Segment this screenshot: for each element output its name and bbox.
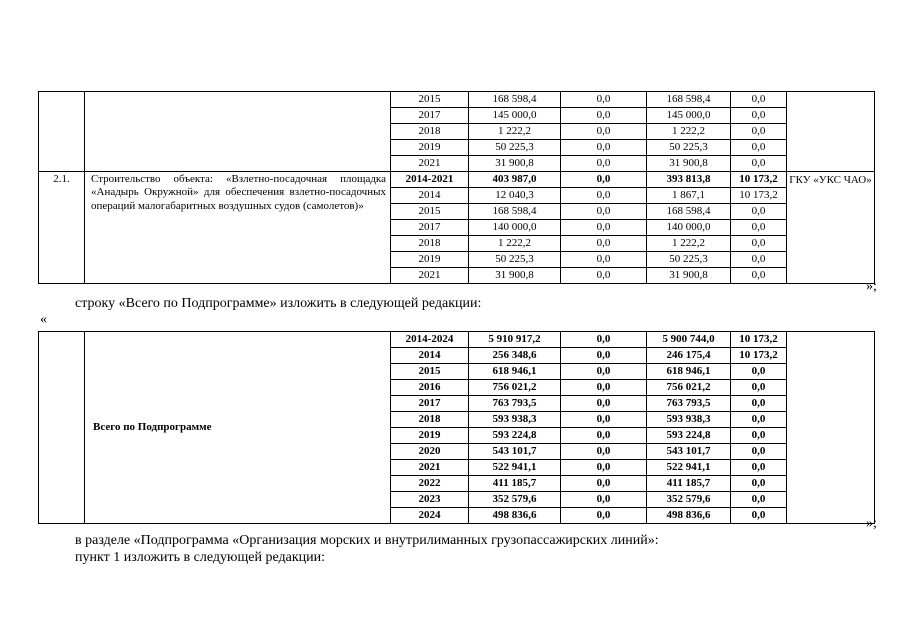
total-cell: 498 836,6: [469, 508, 561, 524]
total-cell: 50 225,3: [469, 140, 561, 156]
other-cell: 0,0: [731, 428, 787, 444]
regional-cell: 31 900,8: [647, 268, 731, 284]
regional-cell: 31 900,8: [647, 156, 731, 172]
regional-cell: 411 185,7: [647, 476, 731, 492]
regional-cell: 593 224,8: [647, 428, 731, 444]
total-cell: 522 941,1: [469, 460, 561, 476]
year-cell: 2018: [391, 412, 469, 428]
total-cell: 593 938,3: [469, 412, 561, 428]
year-cell: 2014-2021: [391, 172, 469, 188]
total-cell: 1 222,2: [469, 124, 561, 140]
regional-cell: 763 793,5: [647, 396, 731, 412]
other-cell: 10 173,2: [731, 332, 787, 348]
regional-cell: 168 598,4: [647, 204, 731, 220]
federal-cell: 0,0: [561, 140, 647, 156]
regional-cell: 756 021,2: [647, 380, 731, 396]
empty-number-cell: [39, 332, 85, 524]
instruction-text: строку «Всего по Подпрограмме» изложить в следующей редакции:: [75, 296, 482, 311]
year-cell: 2017: [391, 108, 469, 124]
total-cell: 593 224,8: [469, 428, 561, 444]
instruction-text: в разделе «Подпрограмма «Организация морских и внутрилиманных грузопассажирских линий»:: [75, 533, 659, 548]
empty-description-cell: [85, 92, 391, 172]
other-cell: 0,0: [731, 252, 787, 268]
other-cell: 0,0: [731, 476, 787, 492]
federal-cell: 0,0: [561, 332, 647, 348]
total-cell: 168 598,4: [469, 204, 561, 220]
regional-cell: 593 938,3: [647, 412, 731, 428]
empty-responsible-cell: [787, 332, 875, 524]
total-cell: 50 225,3: [469, 252, 561, 268]
instruction-text: пункт 1 изложить в следующей редакции:: [75, 550, 325, 565]
year-cell: 2019: [391, 428, 469, 444]
federal-cell: 0,0: [561, 412, 647, 428]
federal-cell: 0,0: [561, 188, 647, 204]
year-cell: 2014-2024: [391, 332, 469, 348]
other-cell: 0,0: [731, 396, 787, 412]
responsible-executor: ГКУ «УКС ЧАО»: [787, 172, 875, 284]
other-cell: 0,0: [731, 92, 787, 108]
other-cell: 10 173,2: [731, 172, 787, 188]
total-cell: 763 793,5: [469, 396, 561, 412]
other-cell: 0,0: [731, 268, 787, 284]
other-cell: 0,0: [731, 364, 787, 380]
federal-cell: 0,0: [561, 508, 647, 524]
year-cell: 2016: [391, 380, 469, 396]
year-cell: 2022: [391, 476, 469, 492]
regional-cell: 498 836,6: [647, 508, 731, 524]
closing-quote-mark: »;: [866, 279, 877, 294]
other-cell: 10 173,2: [731, 188, 787, 204]
other-cell: 0,0: [731, 508, 787, 524]
federal-cell: 0,0: [561, 124, 647, 140]
other-cell: 0,0: [731, 204, 787, 220]
year-cell: 2014: [391, 348, 469, 364]
year-cell: 2017: [391, 396, 469, 412]
subprogram-total-table: [38, 331, 875, 524]
year-cell: 2018: [391, 124, 469, 140]
year-cell: 2019: [391, 252, 469, 268]
item-number: 2.1.: [39, 172, 85, 284]
program-table-part: [38, 91, 875, 284]
total-cell: 352 579,6: [469, 492, 561, 508]
total-cell: 12 040,3: [469, 188, 561, 204]
other-cell: 0,0: [731, 380, 787, 396]
federal-cell: 0,0: [561, 220, 647, 236]
total-cell: 403 987,0: [469, 172, 561, 188]
opening-quote-mark: «: [40, 312, 47, 327]
regional-cell: 393 813,8: [647, 172, 731, 188]
total-cell: 140 000,0: [469, 220, 561, 236]
total-cell: 5 910 917,2: [469, 332, 561, 348]
year-cell: 2021: [391, 460, 469, 476]
federal-cell: 0,0: [561, 156, 647, 172]
empty-number-cell: [39, 92, 85, 172]
regional-cell: 1 867,1: [647, 188, 731, 204]
federal-cell: 0,0: [561, 252, 647, 268]
federal-cell: 0,0: [561, 268, 647, 284]
other-cell: 10 173,2: [731, 348, 787, 364]
other-cell: 0,0: [731, 156, 787, 172]
federal-cell: 0,0: [561, 364, 647, 380]
total-cell: 145 000,0: [469, 108, 561, 124]
year-cell: 2014: [391, 188, 469, 204]
closing-quote-mark: »;: [866, 516, 877, 531]
empty-responsible-cell: [787, 92, 875, 172]
regional-cell: 543 101,7: [647, 444, 731, 460]
regional-cell: 618 946,1: [647, 364, 731, 380]
year-cell: 2019: [391, 140, 469, 156]
total-cell: 256 348,6: [469, 348, 561, 364]
regional-cell: 5 900 744,0: [647, 332, 731, 348]
regional-cell: 352 579,6: [647, 492, 731, 508]
year-cell: 2023: [391, 492, 469, 508]
year-cell: 2021: [391, 268, 469, 284]
total-cell: 756 021,2: [469, 380, 561, 396]
year-cell: 2018: [391, 236, 469, 252]
other-cell: 0,0: [731, 460, 787, 476]
federal-cell: 0,0: [561, 428, 647, 444]
other-cell: 0,0: [731, 444, 787, 460]
federal-cell: 0,0: [561, 204, 647, 220]
federal-cell: 0,0: [561, 348, 647, 364]
federal-cell: 0,0: [561, 396, 647, 412]
federal-cell: 0,0: [561, 108, 647, 124]
other-cell: 0,0: [731, 220, 787, 236]
federal-cell: 0,0: [561, 236, 647, 252]
federal-cell: 0,0: [561, 172, 647, 188]
total-cell: 168 598,4: [469, 92, 561, 108]
other-cell: 0,0: [731, 492, 787, 508]
regional-cell: 1 222,2: [647, 124, 731, 140]
regional-cell: 246 175,4: [647, 348, 731, 364]
regional-cell: 140 000,0: [647, 220, 731, 236]
other-cell: 0,0: [731, 124, 787, 140]
other-cell: 0,0: [731, 108, 787, 124]
other-cell: 0,0: [731, 140, 787, 156]
regional-cell: 522 941,1: [647, 460, 731, 476]
subprogram-total-label: Всего по Подпрограмме: [85, 332, 391, 524]
total-cell: 31 900,8: [469, 268, 561, 284]
year-cell: 2015: [391, 364, 469, 380]
regional-cell: 50 225,3: [647, 252, 731, 268]
regional-cell: 1 222,2: [647, 236, 731, 252]
regional-cell: 168 598,4: [647, 92, 731, 108]
regional-cell: 145 000,0: [647, 108, 731, 124]
year-cell: 2017: [391, 220, 469, 236]
total-cell: 618 946,1: [469, 364, 561, 380]
total-cell: 1 222,2: [469, 236, 561, 252]
federal-cell: 0,0: [561, 444, 647, 460]
item-description: Строительство объекта: «Взлетно-посадочная площадка «Анадырь Окружной» для обеспечения взлетно-посадочных операций малогабаритных воздушных судов (самолетов)»: [85, 172, 391, 284]
federal-cell: 0,0: [561, 460, 647, 476]
total-cell: 543 101,7: [469, 444, 561, 460]
year-cell: 2020: [391, 444, 469, 460]
total-cell: 31 900,8: [469, 156, 561, 172]
federal-cell: 0,0: [561, 380, 647, 396]
year-cell: 2021: [391, 156, 469, 172]
year-cell: 2015: [391, 92, 469, 108]
year-cell: 2015: [391, 204, 469, 220]
other-cell: 0,0: [731, 236, 787, 252]
federal-cell: 0,0: [561, 92, 647, 108]
other-cell: 0,0: [731, 412, 787, 428]
year-cell: 2024: [391, 508, 469, 524]
federal-cell: 0,0: [561, 476, 647, 492]
federal-cell: 0,0: [561, 492, 647, 508]
regional-cell: 50 225,3: [647, 140, 731, 156]
total-cell: 411 185,7: [469, 476, 561, 492]
